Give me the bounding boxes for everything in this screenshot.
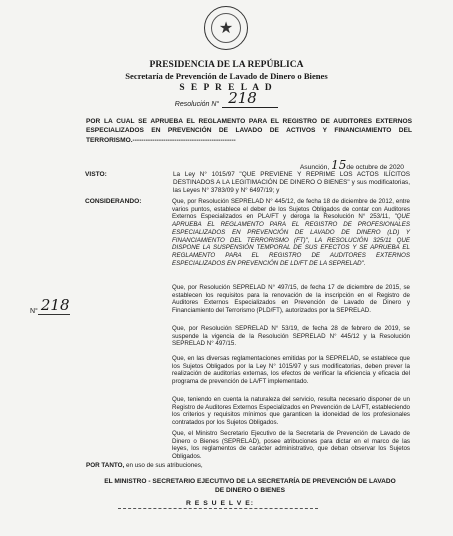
considerando-p1-italic: "QUE APRUEBA EL REGLAMENTO PARA EL REGISTRO DE PROFESIONALES ESPECIALIZADOS EN PREVENCIÓN DE LAVADO DE DINERO (LD) Y FINANCIAMIENTO DEL TERRORISMO (FT)", LA RESOLUCIÓN 325/11 QUE DISPONE LA SUSPENSIÓN TEMPORAL DE SUS EFECTOS Y SE APRUEBA EL REGLAMENTO PARA EL REGISTRO DE AUDITORES EXTERNOS ESPECIALIZADOS EN PREVENCIÓN DE LD/FT DE LA SEPRELAD". bbox=[172, 213, 410, 267]
visto-label: VISTO: bbox=[85, 171, 107, 178]
considerando-paragraph-3: Que, por Resolución SEPRELAD N° 53/19, de fecha 28 de febrero de 2019, se suspende la vigencia de la Resolución SEPRELAD N° 445/12 y la Resolución SEPRELAD N° 497/15. bbox=[172, 325, 410, 348]
coat-of-arms-seal-icon bbox=[204, 6, 248, 50]
date-rest: de octubre de 2020 bbox=[346, 164, 404, 171]
considerando-paragraph-2: Que, por Resolución SEPRELAD N° 497/15, de fecha 17 de diciembre de 2015, se establecen los requisitos para la renovación de la inscripción en el Registro de Auditores Externos Especializados en Prevención de Lavado de Dinero y Financiamiento del Terrorismo (PLD/FT), autorizados por la SEPRELAD. bbox=[172, 284, 410, 315]
header-secretariat: Secretaría de Prevención de Lavado de Dinero o Bienes bbox=[125, 71, 328, 81]
considerando-paragraph-6: Que, el Ministro Secretario Ejecutivo de la Secretaría de Prevención de Lavado de Dinero o Bienes (SEPRELAD), posee atribuciones para dictar en el marco de las leyes, los reglamentos de carácter administrativo, que deban observar los Sujetos Obligados. bbox=[172, 430, 410, 461]
date-place: Asunción, bbox=[299, 164, 330, 171]
por-tanto-label: POR TANTO, bbox=[86, 462, 125, 469]
resolution-number-line bbox=[0, 89, 453, 108]
visto-text: La Ley N° 1015/97 "QUE PREVIENE Y REPRIME LOS ACTOS ILÍCITOS DESTINADOS A LA LEGITIMACIÓN DE DINERO O BIENES" y sus modificatorias, las Leyes N° 3783/09 y N° 6497/19; y bbox=[173, 171, 410, 195]
date-day-handwritten: 15 bbox=[331, 158, 347, 172]
side-annotation-prefix: N° bbox=[30, 308, 38, 315]
resuelve-heading: R E S U E L V E: bbox=[186, 500, 254, 507]
considerando-paragraph-5: Que, teniendo en cuenta la naturaleza del servicio, resulta necesario disponer de un Registro de Auditores Externos Especializados en Prevención de LA/FT, estableciendo los criterios y requisitos mínimos que garanticen la idoneidad de los profesionales contratados por los Sujetos Obligados. bbox=[172, 396, 410, 427]
header-presidency: PRESIDENCIA DE LA REPÚBLICA bbox=[149, 60, 304, 70]
considerando-paragraph-1 bbox=[172, 198, 410, 267]
resolution-number-handwritten: 218 bbox=[228, 89, 257, 107]
header-acronym: S E P R E L A D bbox=[179, 83, 274, 93]
considerando-label: CONSIDERANDO: bbox=[85, 198, 142, 205]
document-title: POR LA CUAL SE APRUEBA EL REGLAMENTO PARA EL REGISTRO DE AUDITORES EXTERNOS ESPECIALIZADOS EN PREVENCIÓN DE LAVADO DE ACTIVOS Y FINANCIAMIENTO DEL TERRORISMO.----------------------------------------------- bbox=[86, 118, 412, 144]
por-tanto-line bbox=[86, 462, 203, 469]
resuelve-divider bbox=[118, 508, 318, 509]
side-annotation-number: 218 bbox=[40, 296, 70, 314]
por-tanto-text: en uso de sus atribuciones, bbox=[126, 462, 203, 469]
document-date bbox=[300, 158, 404, 172]
minister-heading: EL MINISTRO - SECRETARIO EJECUTIVO DE LA SECRETARÍA DE PREVENCIÓN DE LAVADO DE DINERO O BIENES bbox=[104, 478, 396, 494]
resolution-label: Resolución N° bbox=[174, 101, 220, 108]
considerando-paragraph-4: Que, en las diversas reglamentaciones emitidas por la SEPRELAD, se establece que los Sujetos Obligados por la Ley N° 1015/97 y sus modificatorias, deben prever la realización de auditorías externas, los efectos de verificar la eficiencia y eficacia del programa de prevención de LA/FT implementado. bbox=[172, 355, 410, 386]
side-annotation bbox=[30, 296, 70, 315]
considerando-p1-text: Que, por Resolución SEPRELAD N° 445/12, de fecha 18 de diciembre de 2012, entre varios puntos, establece el deber de los Sujetos Obligados de contar con Auditores Externos Especializados en PLA/FT y deroga la Resolución N° 253/11, bbox=[172, 198, 410, 221]
